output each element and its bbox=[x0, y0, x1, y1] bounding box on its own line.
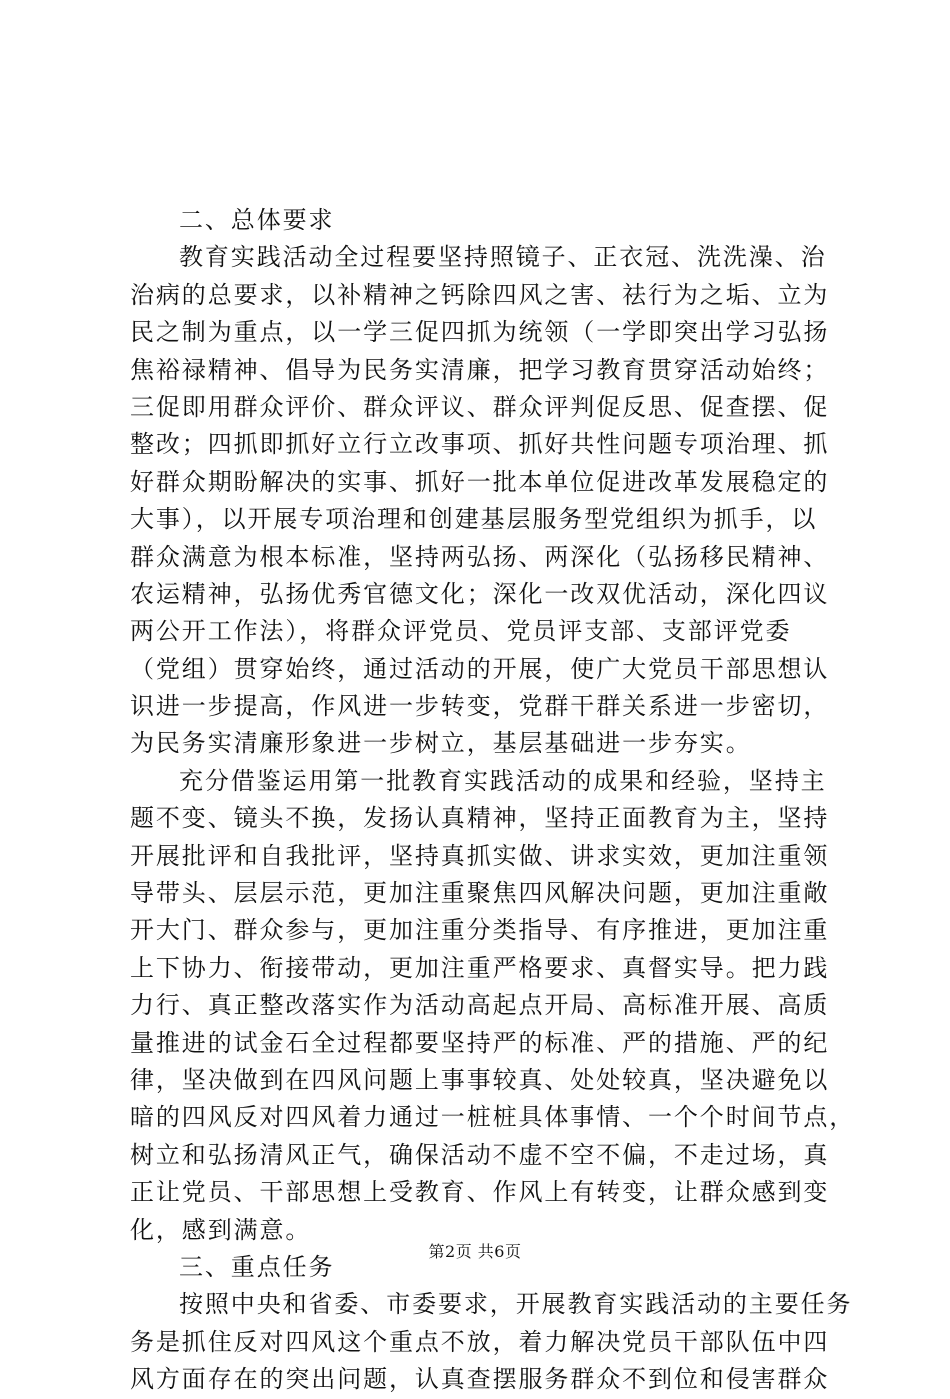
document-body bbox=[130, 202, 856, 1399]
paragraph-line: 大事），以开展专项治理和创建基层服务型党组织为抓手，以 bbox=[130, 505, 818, 534]
paragraph-line: 识进一步提高，作风进一步转变，党群干群关系进一步密切， bbox=[130, 692, 830, 721]
paragraph-line: 力行、真正整改落实作为活动高起点开局、高标准开展、高质 bbox=[130, 991, 830, 1020]
paragraph-line: 开大门、群众参与，更加注重分类指导、有序推进，更加注重 bbox=[130, 916, 830, 945]
page-number-footer: 第2页 共6页 bbox=[428, 1242, 522, 1261]
paragraph-line: 正让党员、干部思想上受教育、作风上有转变，让群众感到变 bbox=[130, 1178, 830, 1207]
paragraph-line: 风方面存在的突出问题，认真查摆服务群众不到位和侵害群众 bbox=[130, 1365, 830, 1394]
paragraph-line: 题不变、镜头不换，发扬认真精神，坚持正面教育为主，坚持 bbox=[130, 804, 830, 833]
paragraph-line: 好群众期盼解决的实事、抓好一批本单位促进改革发展稳定的 bbox=[130, 467, 830, 496]
paragraph-line: 导带头、层层示范，更加注重聚焦四风解决问题，更加注重敞 bbox=[130, 879, 830, 908]
section-heading-key-tasks: 三、重点任务 bbox=[179, 1252, 335, 1281]
paragraph-line: 三促即用群众评价、群众评议、群众评判促反思、促查摆、促 bbox=[130, 392, 830, 421]
paragraph-line: 两公开工作法），将群众评党员、党员评支部、支部评党委 bbox=[130, 617, 792, 646]
paragraph-line: 律，坚决做到在四风问题上事事较真、处处较真，坚决避免以 bbox=[130, 1065, 830, 1094]
paragraph-line: 暗的四风反对四风着力通过一桩桩具体事情、一个个时间节点， bbox=[130, 1103, 856, 1132]
paragraph-line: 农运精神，弘扬优秀官德文化；深化一改双优活动，深化四议 bbox=[130, 579, 830, 608]
paragraph-line: 按照中央和省委、市委要求，开展教育实践活动的主要任务 bbox=[179, 1290, 853, 1319]
paragraph-line: 教育实践活动全过程要坚持照镜子、正衣冠、洗洗澡、治 bbox=[179, 243, 827, 272]
paragraph-line: 量推进的试金石全过程都要坚持严的标准、严的措施、严的纪 bbox=[130, 1028, 830, 1057]
section-heading-overall-requirements: 二、总体要求 bbox=[179, 206, 335, 234]
paragraph-line: 焦裕禄精神、倡导为民务实清廉，把学习教育贯穿活动始终； bbox=[130, 355, 830, 384]
paragraph-line: 务是抓住反对四风这个重点不放，着力解决党员干部队伍中四 bbox=[130, 1327, 830, 1356]
paragraph-line: 整改；四抓即抓好立行立改事项、抓好共性问题专项治理、抓 bbox=[130, 430, 830, 459]
paragraph-line: 开展批评和自我批评，坚持真抓实做、讲求实效，更加注重领 bbox=[130, 841, 830, 870]
paragraph-line: 化，感到满意。 bbox=[130, 1215, 312, 1244]
paragraph-line: 充分借鉴运用第一批教育实践活动的成果和经验，坚持主 bbox=[179, 766, 827, 795]
paragraph-line: 治病的总要求，以补精神之钙除四风之害、祛行为之垢、立为 bbox=[130, 280, 830, 309]
paragraph-line: 树立和弘扬清风正气，确保活动不虚不空不偏，不走过场，真 bbox=[130, 1140, 830, 1169]
paragraph-line: 为民务实清廉形象进一步树立，基层基础进一步夯实。 bbox=[130, 729, 752, 758]
paragraph-line: 上下协力、衔接带动，更加注重严格要求、真督实导。把力践 bbox=[130, 953, 830, 982]
paragraph-line: 民之制为重点，以一学三促四抓为统领（一学即突出学习弘扬 bbox=[130, 318, 830, 347]
paragraph-line: （党组）贯穿始终，通过活动的开展，使广大党员干部思想认 bbox=[130, 654, 830, 683]
paragraph-line: 群众满意为根本标准，坚持两弘扬、两深化（弘扬移民精神、 bbox=[130, 542, 830, 571]
